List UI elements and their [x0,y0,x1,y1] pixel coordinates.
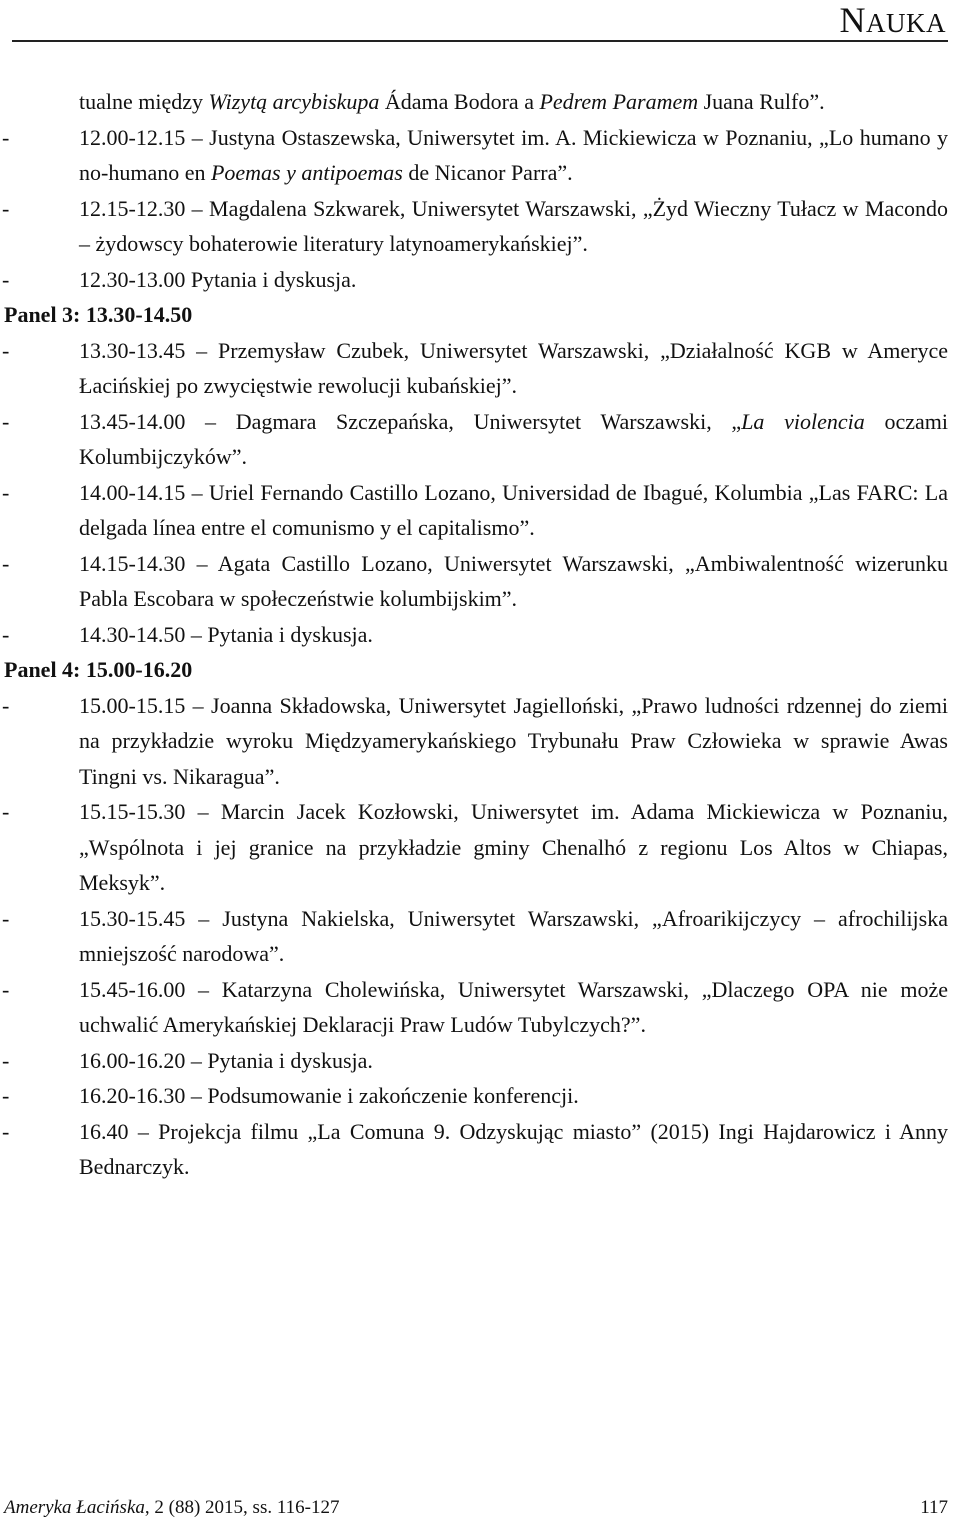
list-dash: - [2,1047,10,1073]
list-item: - 14.00-14.15 – Uriel Fernando Castillo Lozano, Universidad de Ibagué, Kolumbia „Las FARC: La delgada línea entre el comunismo y el capitalismo”. [0,475,960,546]
list-dash: - [2,799,10,824]
list-item: - 12.30-13.00 Pytania i dyskusja. [0,262,960,298]
list-item: - 12.00-12.15 – Justyna Ostaszewska, Uniwersytet im. A. Mickiewicza w Poznaniu, „Lo humano y no-humano en Poemas y antipoemas de Nicanor Parra”. [0,120,960,191]
list-dash: - [2,550,10,576]
list-dash: - [2,905,10,931]
list-dash: - [2,266,10,292]
page-number: 117 [920,1497,948,1518]
list-item-continuation: tualne między Wizytą arcybiskupa Ádama Bodora a Pedrem Paramem Juana Rulfo”. [79,89,825,114]
list-item: - 16.00-16.20 – Pytania i dyskusja. [0,1043,960,1079]
list-dash: - [2,195,10,221]
panel-heading: Panel 3: 13.30-14.50 [4,302,193,327]
list-item: - 15.15-15.30 – Marcin Jacek Kozłowski, Uniwersytet im. Adama Mickiewicza w Poznaniu, „Wspólnota i jej granice na przykładzie gminy Chenalhó z regionu Los Altos w Chiapas, Meksyk”. [0,794,960,901]
program-content [0,84,960,1185]
list-item: - 13.45-14.00 – Dagmara Szczepańska, Uniwersytet Warszawski, „La violencia oczami Kolumbijczyków”. [0,404,960,475]
list-item: - 15.45-16.00 – Katarzyna Cholewińska, Uniwersytet Warszawski, „Dlaczego OPA nie może uchwalić Amerykańskiej Deklaracji Praw Ludów Tubylczych?”. [0,972,960,1043]
list-dash: - [2,621,10,647]
list-dash: - [2,479,10,505]
journal-citation: Ameryka Łacińska, 2 (88) 2015, ss. 116-127 [4,1497,340,1518]
list-item: - 15.00-15.15 – Joanna Składowska, Uniwersytet Jagielloński, „Prawo ludności rdzennej do ziemi na przykładzie wyroku Międzyamerykańskiego Trybunału Praw Człowieka w sprawie Awas Tingni vs. Nikaragua”. [0,688,960,795]
list-item: - 16.40 – Projekcja filmu „La Comuna 9. Odzyskując miasto” (2015) Ingi Hajdarowicz i Anny Bednarczyk. [0,1114,960,1185]
list-item: - 15.30-15.45 – Justyna Nakielska, Uniwersytet Warszawski, „Afroarikijczycy – afrochilijska mniejszość narodowa”. [0,901,960,972]
header-divider [12,40,948,42]
list-dash: - [2,976,10,1002]
list-item: - 14.30-14.50 – Pytania i dyskusja. [0,617,960,653]
list-item: - 14.15-14.30 – Agata Castillo Lozano, Uniwersytet Warszawski, „Ambiwalentność wizerunku Pabla Escobara w społeczeństwie kolumbijskim”. [0,546,960,617]
list-item: - 13.30-13.45 – Przemysław Czubek, Uniwersytet Warszawski, „Działalność KGB w Ameryce Łacińskiej po zwycięstwie rewolucji kubańskiej”. [0,333,960,404]
list-dash: - [2,1118,10,1144]
list-dash: - [2,1083,10,1108]
list-dash: - [2,124,10,150]
list-dash: - [2,408,10,434]
list-dash: - [2,692,10,718]
panel-heading: Panel 4: 15.00-16.20 [4,657,193,682]
section-title: NAUKA [839,0,946,40]
list-dash: - [2,337,10,363]
list-item: - 12.15-12.30 – Magdalena Szkwarek, Uniwersytet Warszawski, „Żyd Wieczny Tułacz w Macondo – żydowscy bohaterowie literatury latynoamerykańskiej”. [0,191,960,262]
list-item: - 16.20-16.30 – Podsumowanie i zakończenie konferencji. [0,1078,960,1114]
